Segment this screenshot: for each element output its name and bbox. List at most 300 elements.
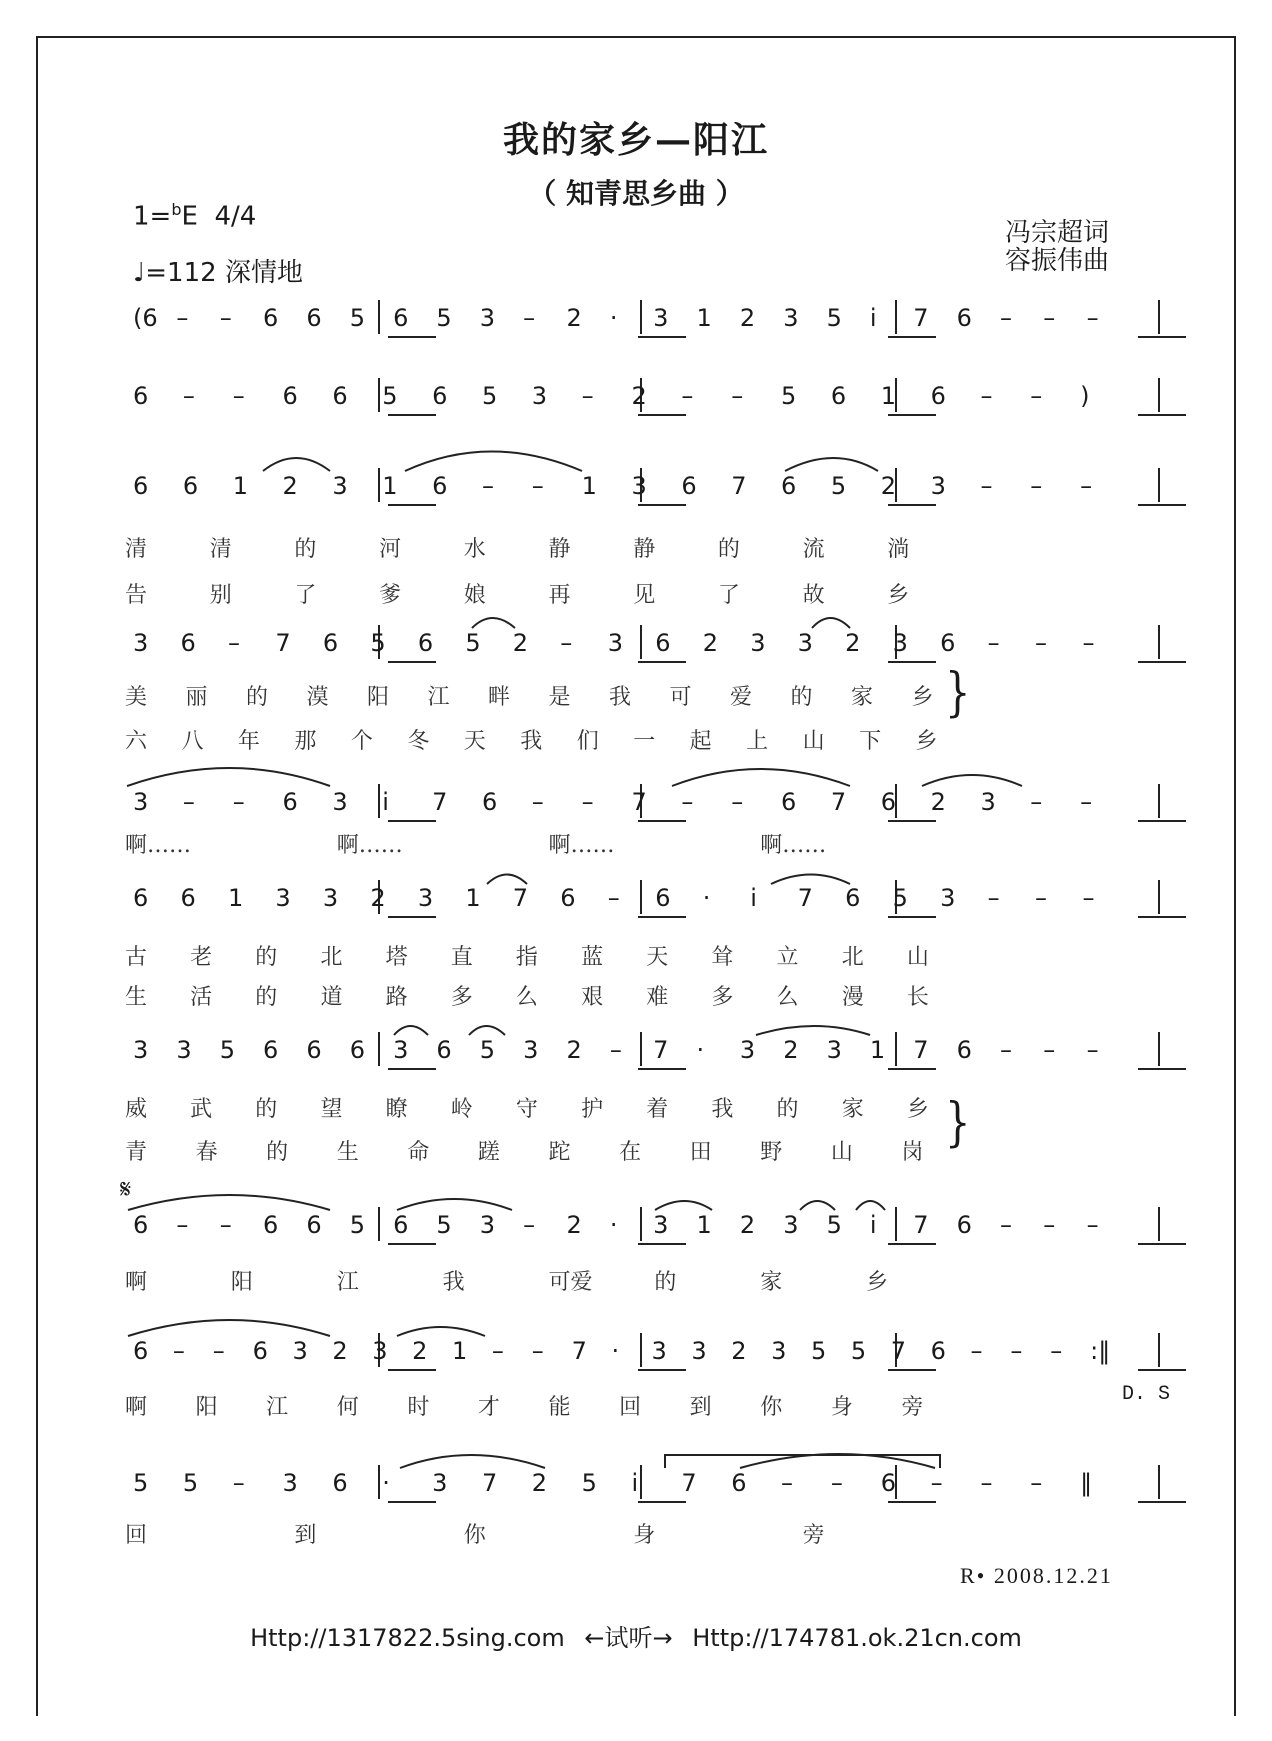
- lyric-word: 流: [802, 537, 825, 562]
- lyric-word: 啊……: [336, 833, 403, 858]
- beam-line: [388, 504, 436, 506]
- beam-line: [1138, 661, 1186, 663]
- note: –: [227, 629, 240, 657]
- note: 3: [691, 1337, 707, 1365]
- bar-line: [640, 300, 642, 334]
- lyric-word: 丽: [185, 685, 208, 710]
- note: –: [999, 1036, 1012, 1064]
- note: 7: [890, 1337, 906, 1365]
- note: –: [176, 1211, 189, 1239]
- note: 5: [370, 629, 386, 657]
- score-row-10: [0, 1465, 1272, 1505]
- beam-line: [388, 1369, 436, 1371]
- lyric-word: 乡: [906, 1097, 929, 1122]
- lyric-word: 爹: [379, 583, 402, 608]
- lyric-word: 北: [841, 945, 864, 970]
- note: 2: [845, 629, 861, 657]
- beam-line: [888, 414, 936, 416]
- beam-line: [888, 661, 936, 663]
- note: 6: [560, 884, 576, 912]
- note: –: [1030, 788, 1043, 816]
- note: 2: [566, 1211, 582, 1239]
- lyric-word: 可: [669, 685, 692, 710]
- note: 6: [133, 472, 149, 500]
- note: 2: [282, 472, 298, 500]
- score-row-2: [0, 378, 1272, 418]
- note: –: [1086, 304, 1099, 332]
- note: 7: [681, 1469, 697, 1497]
- note: –: [1043, 1036, 1056, 1064]
- note: 6: [133, 1337, 149, 1365]
- lyric-word: 起: [689, 729, 712, 754]
- note: 6: [681, 472, 697, 500]
- lyric-word: 你: [760, 1395, 783, 1420]
- note: –: [731, 382, 744, 410]
- note: –: [1030, 382, 1043, 410]
- note: 5: [349, 1211, 366, 1239]
- lyric-word: 乡: [887, 583, 910, 608]
- score-row-3: [0, 468, 1272, 508]
- beam-line: [638, 414, 686, 416]
- lyric-word: 野: [760, 1140, 783, 1165]
- lyric-word: 爱: [730, 685, 753, 710]
- note: 6: [655, 884, 671, 912]
- beam-line: [638, 504, 686, 506]
- lyric-word: 的: [790, 685, 813, 710]
- lyric-word: 阳: [367, 685, 390, 710]
- note: –: [581, 788, 594, 816]
- note: 7: [731, 472, 747, 500]
- note: –: [607, 884, 620, 912]
- beam-line: [888, 820, 936, 822]
- lyric-word: 我: [442, 1270, 465, 1295]
- note: –: [970, 1337, 983, 1365]
- note: 6: [956, 1211, 972, 1239]
- note: 6: [182, 472, 199, 500]
- lyric-word: 的: [266, 1140, 289, 1165]
- lyric-word: 生: [125, 985, 148, 1010]
- lyric-word: 故: [802, 583, 825, 608]
- note: 6: [930, 1337, 946, 1365]
- note: 2: [739, 1211, 756, 1239]
- note: i: [750, 884, 757, 912]
- bar-line: [378, 1207, 380, 1241]
- lyric-word: 时: [407, 1395, 430, 1420]
- note: 6: [133, 382, 149, 410]
- beam-line: [388, 336, 436, 338]
- lyric-word: 家: [841, 1097, 864, 1122]
- note: 2: [531, 1469, 548, 1497]
- note: ‖: [1080, 1469, 1093, 1497]
- lyric-word: 冬: [407, 729, 430, 754]
- note: 3: [417, 884, 434, 912]
- note: 3: [531, 382, 548, 410]
- note: –: [1030, 472, 1043, 500]
- note: 6: [930, 382, 946, 410]
- note: 7: [830, 788, 847, 816]
- note: 7: [275, 629, 291, 657]
- beam-line: [388, 916, 436, 918]
- lyric-word: 了: [717, 583, 740, 608]
- note: 3: [133, 1036, 149, 1064]
- bar-line: [1158, 1465, 1160, 1499]
- lyric-word: 啊……: [548, 833, 615, 858]
- note: –: [232, 788, 245, 816]
- lyric-word: 们: [576, 729, 599, 754]
- beam-line: [638, 1369, 686, 1371]
- beam-line: [888, 336, 936, 338]
- note: 5: [781, 382, 797, 410]
- lyric-word: 乡: [866, 1270, 889, 1295]
- note: 3: [523, 1036, 539, 1064]
- note: 2: [783, 1036, 799, 1064]
- note: 3: [607, 629, 624, 657]
- lyric-word: 么: [515, 985, 538, 1010]
- beam-line: [888, 916, 936, 918]
- bar-line: [895, 1032, 897, 1066]
- beam-line: [1138, 336, 1186, 338]
- note: 6: [830, 382, 847, 410]
- note: –: [491, 1337, 504, 1365]
- note: 3: [651, 1337, 667, 1365]
- footer-listen: ←试听→: [584, 1624, 673, 1652]
- lyric-word: 乡: [915, 729, 938, 754]
- lyric-word: 身: [830, 1395, 853, 1420]
- lyric-word: 旁: [802, 1523, 825, 1548]
- lyric-word: 瞭: [385, 1097, 408, 1122]
- note: 3: [133, 788, 149, 816]
- note: 6: [845, 884, 861, 912]
- note: –: [481, 472, 494, 500]
- lyric-word: 我: [711, 1097, 734, 1122]
- bar-line: [895, 300, 897, 334]
- note: 6: [263, 304, 279, 332]
- note: 3: [282, 1469, 298, 1497]
- note: 5: [581, 1469, 597, 1497]
- note: 3: [332, 788, 348, 816]
- lyric-word: 静: [633, 537, 656, 562]
- note: –: [1086, 1211, 1099, 1239]
- lyric-word: 告: [125, 583, 148, 608]
- note: ·: [696, 1036, 705, 1064]
- lyric-word: 家: [760, 1270, 783, 1295]
- lyric-word: 见: [633, 583, 656, 608]
- lyric-word: 了: [294, 583, 317, 608]
- bar-line: [378, 468, 380, 502]
- note: 6: [393, 304, 409, 332]
- score-row-1: [0, 300, 1272, 340]
- note: 3: [292, 1337, 308, 1365]
- note: 6: [332, 382, 348, 410]
- note: 3: [783, 304, 799, 332]
- beam-line: [1138, 1068, 1186, 1070]
- lyric-word: 漠: [306, 685, 329, 710]
- note: 6: [133, 1211, 149, 1239]
- note: 1: [696, 304, 712, 332]
- lyric-word: 河: [379, 537, 402, 562]
- note: –: [1082, 884, 1095, 912]
- lyric-word: 的: [255, 945, 278, 970]
- lyric-word: 年: [237, 729, 260, 754]
- lyric-word: 指: [515, 945, 538, 970]
- lyric-brace: }: [945, 663, 971, 723]
- beam-line: [388, 820, 436, 822]
- note: –: [681, 788, 694, 816]
- note: ·: [609, 304, 618, 332]
- lyricist-credit: 冯宗超词: [1005, 218, 1110, 248]
- beam-line: [888, 1501, 936, 1503]
- footer-link-right[interactable]: Http://174781.ok.21cn.com: [692, 1624, 1022, 1652]
- lyric-word: 威: [125, 1097, 148, 1122]
- note: 2: [930, 788, 946, 816]
- note: 6: [956, 1036, 972, 1064]
- lyric-word: 漫: [841, 985, 864, 1010]
- note: –: [232, 382, 245, 410]
- score-row-4: [0, 625, 1272, 665]
- lyric-word: 旁: [901, 1395, 924, 1420]
- composer-credit: 容振伟曲: [1005, 246, 1110, 276]
- lyric-word: 别: [209, 583, 232, 608]
- beam-line: [638, 1501, 686, 1503]
- bar-line: [378, 784, 380, 818]
- note: 6: [956, 304, 972, 332]
- bar-line: [378, 1032, 380, 1066]
- note: –: [531, 472, 544, 500]
- note: 2: [702, 629, 718, 657]
- note: –: [999, 1211, 1012, 1239]
- lyric-word: 难: [646, 985, 669, 1010]
- note: 7: [913, 1036, 929, 1064]
- note: –: [212, 1337, 225, 1365]
- note: –: [987, 629, 1000, 657]
- note: 5: [892, 884, 908, 912]
- beam-line: [1138, 1369, 1186, 1371]
- note: (6: [133, 304, 158, 332]
- lyric-word: 的: [717, 537, 740, 562]
- note: 3: [479, 1211, 496, 1239]
- note: 2: [880, 472, 897, 500]
- lyric-word: 立: [776, 945, 799, 970]
- lyric-word: 路: [385, 985, 408, 1010]
- beam-line: [638, 916, 686, 918]
- lyric-word: 阳: [195, 1395, 218, 1420]
- note: 3: [393, 1036, 409, 1064]
- song-title: 我的家乡—阳江: [502, 119, 769, 161]
- note: 6: [322, 629, 339, 657]
- note: 2: [739, 304, 756, 332]
- lyric-word: 到: [689, 1395, 712, 1420]
- note: 3: [653, 304, 669, 332]
- beam-line: [388, 1501, 436, 1503]
- lyric-word: 何: [336, 1395, 359, 1420]
- lyric-word: 古: [125, 945, 148, 970]
- note: 7: [571, 1337, 587, 1365]
- lyric-word: 老: [190, 945, 213, 970]
- note: 3: [930, 472, 946, 500]
- note: 1: [452, 1337, 468, 1365]
- lyric-word: 蓝: [581, 945, 604, 970]
- note: –: [176, 304, 189, 332]
- lyric-word: 活: [190, 985, 213, 1010]
- note: 5: [133, 1469, 149, 1497]
- note: 6: [263, 1211, 279, 1239]
- note: 3: [332, 472, 348, 500]
- lyric-word: 啊……: [125, 833, 192, 858]
- note: ): [1080, 382, 1090, 410]
- lyric-word: 江: [427, 685, 450, 710]
- note: 6: [306, 304, 322, 332]
- lyric-word: 啊: [125, 1395, 148, 1420]
- note: 1: [696, 1211, 712, 1239]
- note: 7: [913, 1211, 929, 1239]
- lyric-word: 上: [746, 729, 769, 754]
- lyric-word: 身: [633, 1523, 656, 1548]
- note: 6: [133, 884, 149, 912]
- note: –: [1050, 1337, 1063, 1365]
- bar-line: [1158, 378, 1160, 412]
- lyric-word: 命: [407, 1140, 430, 1165]
- note: –: [1043, 1211, 1056, 1239]
- bar-line: [1158, 468, 1160, 502]
- lyric-word: 武: [190, 1097, 213, 1122]
- beam-line: [888, 504, 936, 506]
- lyric-word: 娘: [463, 583, 486, 608]
- note: –: [531, 1337, 544, 1365]
- note: 7: [653, 1036, 669, 1064]
- note: –: [232, 1469, 245, 1497]
- lyric-word: 道: [320, 985, 343, 1010]
- bar-line: [1158, 784, 1160, 818]
- note: 7: [913, 304, 929, 332]
- note: 1: [227, 884, 244, 912]
- beam-line: [638, 1243, 686, 1245]
- note: 5: [481, 382, 498, 410]
- note: –: [1080, 788, 1093, 816]
- note: 3: [739, 1036, 756, 1064]
- note: 6: [180, 884, 196, 912]
- note: 5: [182, 1469, 199, 1497]
- note: 6: [432, 472, 448, 500]
- note: 7: [512, 884, 529, 912]
- lyric-word: 望: [320, 1097, 343, 1122]
- score-row-8: [0, 1207, 1272, 1247]
- note: –: [980, 382, 993, 410]
- segno-sign: 𝄋: [120, 1175, 132, 1205]
- lyric-word: 可爱: [548, 1270, 593, 1295]
- note: –: [523, 1211, 536, 1239]
- lyric-word: 下: [859, 729, 882, 754]
- note: 3: [826, 1036, 842, 1064]
- note: –: [581, 382, 594, 410]
- beam-line: [638, 820, 686, 822]
- note: –: [609, 1036, 622, 1064]
- note: 6: [417, 629, 434, 657]
- song-subtitle: （ 知青思乡曲 ）: [528, 177, 744, 210]
- bar-line: [640, 625, 642, 659]
- lyric-word: 山: [830, 1140, 853, 1165]
- note: –: [523, 304, 536, 332]
- note: 6: [731, 1469, 747, 1497]
- lyric-word: 阳: [230, 1270, 253, 1295]
- bar-line: [640, 880, 642, 914]
- lyric-word: 一: [633, 729, 656, 754]
- note: 3: [322, 884, 339, 912]
- note: 5: [810, 1337, 827, 1365]
- score-row-6: [0, 880, 1272, 920]
- note: 6: [880, 1469, 897, 1497]
- lyric-word: 那: [294, 729, 317, 754]
- note: 1: [232, 472, 248, 500]
- lyric-word: 着: [646, 1097, 669, 1122]
- bar-line: [640, 1333, 642, 1367]
- note: 6: [252, 1337, 268, 1365]
- beam-line: [638, 1068, 686, 1070]
- lyric-word: 的: [255, 985, 278, 1010]
- lyric-word: 再: [548, 583, 571, 608]
- note: –: [999, 304, 1012, 332]
- note: –: [1010, 1337, 1023, 1365]
- note: 6: [940, 629, 956, 657]
- beam-line: [388, 661, 436, 663]
- lyric-word: 是: [548, 685, 571, 710]
- lyric-word: 春: [195, 1140, 218, 1165]
- footer-link-left[interactable]: Http://1317822.5sing.com: [250, 1624, 565, 1652]
- note: 5: [830, 472, 847, 500]
- lyric-word: 回: [619, 1395, 642, 1420]
- note: ·: [382, 1469, 390, 1497]
- note: 6: [332, 1469, 348, 1497]
- note: –: [731, 788, 744, 816]
- lyric-word: 田: [689, 1140, 712, 1165]
- note: 2: [566, 1036, 582, 1064]
- lyric-word: 的: [246, 685, 269, 710]
- bar-line: [640, 1207, 642, 1241]
- note: 3: [275, 884, 291, 912]
- note: 6: [655, 629, 671, 657]
- note: 2: [731, 1337, 747, 1365]
- lyric-word: 乡: [911, 685, 934, 710]
- lyric-word: 青: [125, 1140, 148, 1165]
- lyric-word: 山: [906, 945, 929, 970]
- note: i: [631, 1469, 639, 1497]
- lyric-word: 清: [125, 537, 148, 562]
- lyric-word: 啊……: [760, 833, 827, 858]
- note: 6: [781, 472, 797, 500]
- lyric-word: 在: [619, 1140, 642, 1165]
- lyric-word: 畔: [488, 685, 511, 710]
- note: 2: [512, 629, 529, 657]
- lyric-word: 江: [336, 1270, 359, 1295]
- note: 7: [481, 1469, 498, 1497]
- bar-line: [378, 378, 380, 412]
- bar-line: [640, 1465, 642, 1499]
- note: –: [980, 472, 993, 500]
- note: –: [219, 1211, 232, 1239]
- ds-mark: D. S: [1122, 1383, 1171, 1406]
- note: 6: [306, 1036, 322, 1064]
- note: 6: [306, 1211, 322, 1239]
- note: 1: [869, 1036, 886, 1064]
- bar-line: [378, 1465, 380, 1499]
- lyric-word: 跎: [548, 1140, 571, 1165]
- note: 1: [465, 884, 481, 912]
- note: –: [1080, 472, 1093, 500]
- lyric-word: 的: [654, 1270, 677, 1295]
- tempo-marking: ♩=112 深情地: [133, 258, 303, 288]
- bar-line: [1158, 1032, 1160, 1066]
- note: ·: [611, 1337, 620, 1365]
- lyric-word: 我: [609, 685, 632, 710]
